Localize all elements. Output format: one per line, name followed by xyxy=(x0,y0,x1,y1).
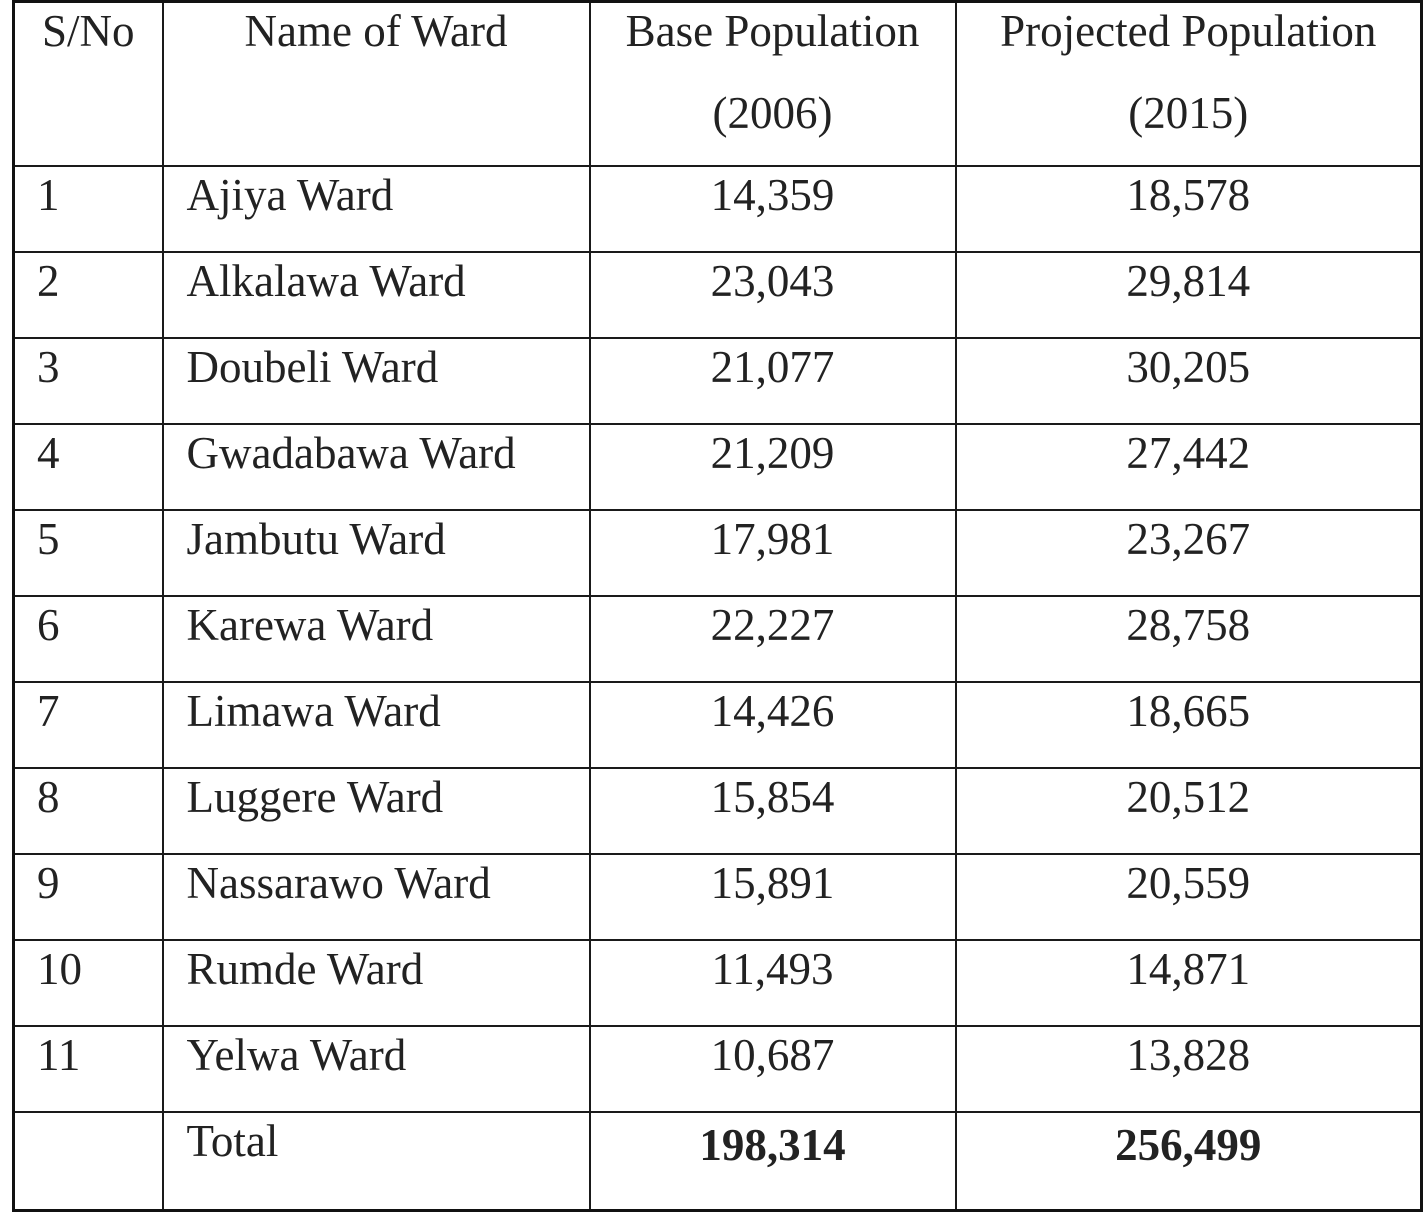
cell-base-population: 10,687 xyxy=(590,1026,956,1112)
cell-base-population: 15,854 xyxy=(590,768,956,854)
cell-base-population: 17,981 xyxy=(590,510,956,596)
table-row xyxy=(14,854,1422,940)
table-row xyxy=(14,1026,1422,1112)
cell-projected-population: 14,871 xyxy=(956,940,1422,1026)
cell-base-population: 15,891 xyxy=(590,854,956,940)
table-row xyxy=(14,166,1422,252)
cell-projected-population: 27,442 xyxy=(956,424,1422,510)
cell-sno: 2 xyxy=(14,252,163,338)
total-base-population: 198,314 xyxy=(590,1112,956,1211)
cell-ward: Alkalawa Ward xyxy=(163,252,590,338)
table-body xyxy=(14,166,1422,1211)
cell-base-population: 21,077 xyxy=(590,338,956,424)
total-row xyxy=(14,1112,1422,1211)
total-label: Total xyxy=(163,1112,590,1211)
cell-projected-population: 28,758 xyxy=(956,596,1422,682)
cell-projected-population: 20,559 xyxy=(956,854,1422,940)
header-ward-label: Name of Ward xyxy=(244,6,508,56)
table-row xyxy=(14,940,1422,1026)
cell-ward: Ajiya Ward xyxy=(163,166,590,252)
cell-base-population: 23,043 xyxy=(590,252,956,338)
cell-sno: 9 xyxy=(14,854,163,940)
cell-sno: 8 xyxy=(14,768,163,854)
cell-sno: 11 xyxy=(14,1026,163,1112)
table-row xyxy=(14,682,1422,768)
cell-ward: Nassarawo Ward xyxy=(163,854,590,940)
cell-ward: Gwadabawa Ward xyxy=(163,424,590,510)
header-base-year: (2006) xyxy=(712,88,833,138)
cell-sno: 4 xyxy=(14,424,163,510)
table-row xyxy=(14,424,1422,510)
population-table xyxy=(12,0,1423,1212)
header-sno xyxy=(14,2,163,167)
table-row xyxy=(14,768,1422,854)
cell-sno: 1 xyxy=(14,166,163,252)
cell-base-population: 21,209 xyxy=(590,424,956,510)
header-row xyxy=(14,2,1422,167)
cell-base-population: 14,359 xyxy=(590,166,956,252)
cell-ward: Doubeli Ward xyxy=(163,338,590,424)
total-sno-cell xyxy=(14,1112,163,1211)
header-base-label: Base Population xyxy=(625,6,920,56)
cell-ward: Rumde Ward xyxy=(163,940,590,1026)
cell-ward: Limawa Ward xyxy=(163,682,590,768)
header-ward xyxy=(163,2,590,167)
cell-ward: Jambutu Ward xyxy=(163,510,590,596)
cell-base-population: 22,227 xyxy=(590,596,956,682)
cell-base-population: 11,493 xyxy=(590,940,956,1026)
cell-sno: 3 xyxy=(14,338,163,424)
cell-sno: 5 xyxy=(14,510,163,596)
cell-projected-population: 29,814 xyxy=(956,252,1422,338)
cell-sno: 6 xyxy=(14,596,163,682)
cell-sno: 10 xyxy=(14,940,163,1026)
cell-projected-population: 13,828 xyxy=(956,1026,1422,1112)
table-row xyxy=(14,510,1422,596)
header-sno-label: S/No xyxy=(41,6,135,56)
header-base-population xyxy=(590,2,956,167)
cell-projected-population: 20,512 xyxy=(956,768,1422,854)
cell-projected-population: 18,665 xyxy=(956,682,1422,768)
table-row xyxy=(14,338,1422,424)
cell-ward: Luggere Ward xyxy=(163,768,590,854)
cell-projected-population: 23,267 xyxy=(956,510,1422,596)
table-header xyxy=(14,2,1422,167)
cell-sno: 7 xyxy=(14,682,163,768)
cell-projected-population: 18,578 xyxy=(956,166,1422,252)
header-projected-population xyxy=(956,2,1422,167)
header-projected-year: (2015) xyxy=(1128,88,1249,138)
table-row xyxy=(14,252,1422,338)
table-row xyxy=(14,596,1422,682)
cell-ward: Karewa Ward xyxy=(163,596,590,682)
cell-projected-population: 30,205 xyxy=(956,338,1422,424)
cell-base-population: 14,426 xyxy=(590,682,956,768)
header-projected-label: Projected Population xyxy=(1000,6,1377,56)
total-projected-population: 256,499 xyxy=(956,1112,1422,1211)
cell-ward: Yelwa Ward xyxy=(163,1026,590,1112)
